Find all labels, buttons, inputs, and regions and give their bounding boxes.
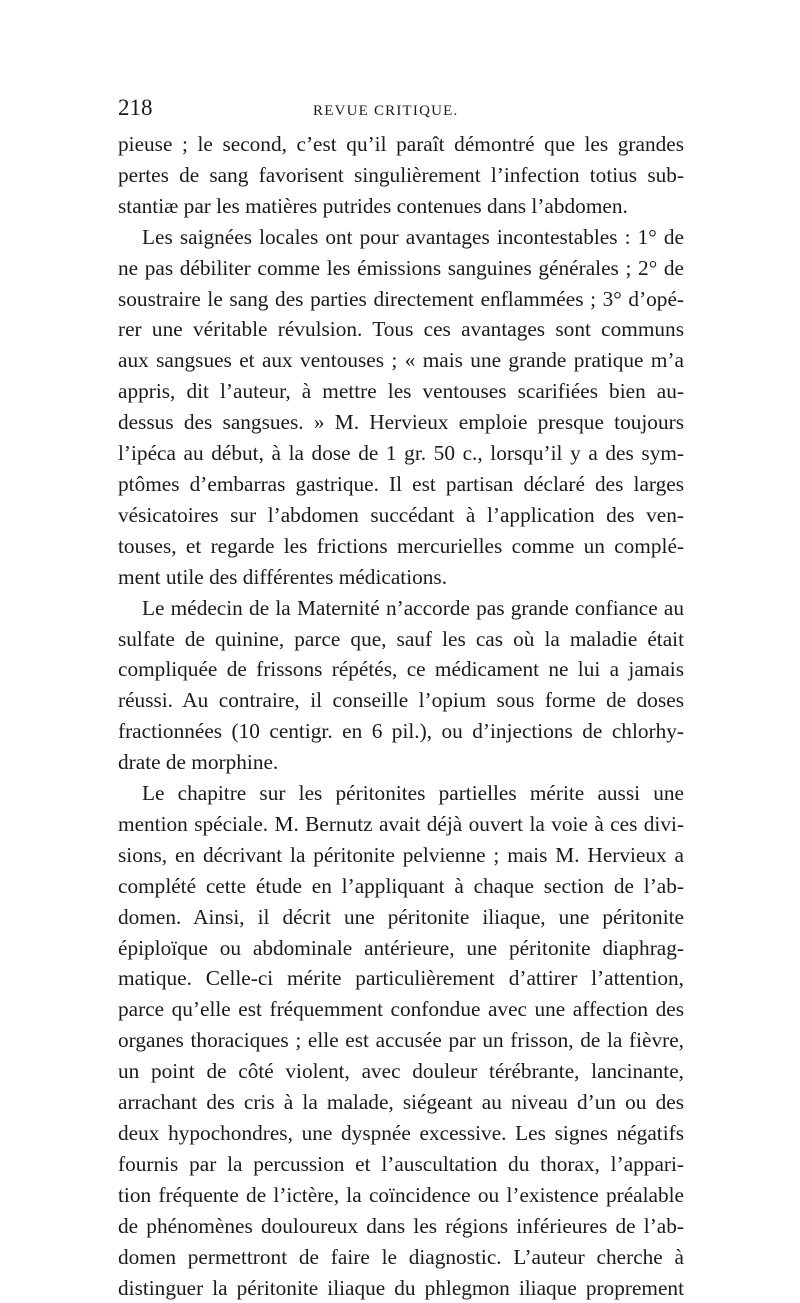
body-text: [118, 129, 684, 1303]
text-line: stantiæ par les matières putrides contenues dans l’abdomen.: [118, 193, 628, 218]
text-line: ment utile des différentes médications.: [118, 564, 448, 589]
text-line: complété cette étude en l’appliquant à chaque section de l’ab-: [118, 873, 684, 898]
text-line: arrachant des cris à la malade, siégeant au niveau d’un ou des: [118, 1090, 684, 1115]
text-line: aux sangsues et aux ventouses ; « mais une grande pratique m’a: [118, 348, 684, 373]
text-line: domen permettront de faire le diagnostic. L’auteur cherche à: [118, 1244, 684, 1269]
text-line: fractionnées (10 centigr. en 6 pil.), ou d’injections de chlorhy-: [118, 719, 684, 744]
text-line: parce qu’elle est fréquemment confondue avec une affection des: [118, 997, 684, 1022]
document-page: [118, 95, 684, 1303]
text-line: sulfate de quinine, parce que, sauf les cas où la maladie était: [118, 626, 684, 651]
text-line: ne pas débiliter comme les émissions sanguines générales ; 2° de: [118, 255, 684, 280]
text-line: distinguer la péritonite iliaque du phlegmon iliaque proprement: [118, 1275, 684, 1300]
text-line: dessus des sangsues. » M. Hervieux emploie presque toujours: [118, 410, 684, 435]
text-line: rer une véritable révulsion. Tous ces avantages sont communs: [118, 317, 684, 342]
text-line: de phénomènes douloureux dans les régions inférieures de l’ab-: [118, 1213, 684, 1238]
text-line: ptômes d’embarras gastrique. Il est partisan déclaré des larges: [118, 471, 684, 496]
text-line: tion fréquente de l’ictère, la coïncidence ou l’existence préalable: [118, 1182, 684, 1207]
page-number: 218: [118, 95, 153, 120]
text-line: mention spéciale. M. Bernutz avait déjà ouvert la voie à ces divi-: [118, 811, 684, 836]
text-line: Le médecin de la Maternité n’accorde pas grande confiance au: [142, 595, 684, 620]
text-line: Le chapitre sur les péritonites partielles mérite aussi une: [142, 781, 684, 806]
text-line: pieuse ; le second, c’est qu’il paraît démontré que les grandes: [118, 132, 684, 156]
text-line: domen. Ainsi, il décrit une péritonite iliaque, une péritonite: [118, 904, 684, 929]
text-line: soustraire le sang des parties directement enflammées ; 3° d’opé-: [118, 286, 684, 311]
text-line: un point de côté violent, avec douleur térébrante, lancinante,: [118, 1059, 684, 1084]
text-line: touses, et regarde les frictions mercurielles comme un complé-: [118, 533, 684, 558]
text-line: pertes de sang favorisent singulièrement l’infection totius sub-: [118, 162, 684, 187]
text-line: deux hypochondres, une dyspnée excessive. Les signes négatifs: [118, 1121, 684, 1145]
text-line: matique. Celle-ci mérite particulièrement d’attirer l’attention,: [118, 966, 684, 991]
text-line: drate de morphine.: [118, 750, 279, 775]
text-line: fournis par la percussion et l’auscultation du thorax, l’appari-: [118, 1151, 684, 1176]
text-line: Les saignées locales ont pour avantages incontestables : 1° de: [142, 224, 684, 249]
running-head: [118, 95, 684, 129]
text-line: réussi. Au contraire, il conseille l’opium sous forme de doses: [118, 688, 684, 713]
running-title: REVUE CRITIQUE.: [313, 103, 459, 119]
text-line: l’ipéca au début, à la dose de 1 gr. 50 c., lorsqu’il y a des sym-: [118, 441, 684, 466]
text-line: organes thoraciques ; elle est accusée par un frisson, de la fièvre,: [118, 1028, 684, 1053]
text-line: épiploïque ou abdominale antérieure, une péritonite diaphrag-: [118, 935, 684, 960]
text-line: appris, dit l’auteur, à mettre les ventouses scarifiées bien au-: [118, 379, 684, 404]
text-line: sions, en décrivant la péritonite pelvienne ; mais M. Hervieux a: [118, 842, 684, 867]
text-line: compliquée de frissons répétés, ce médicament ne lui a jamais: [118, 657, 684, 682]
text-line: vésicatoires sur l’abdomen succédant à l’application des ven-: [118, 502, 684, 527]
